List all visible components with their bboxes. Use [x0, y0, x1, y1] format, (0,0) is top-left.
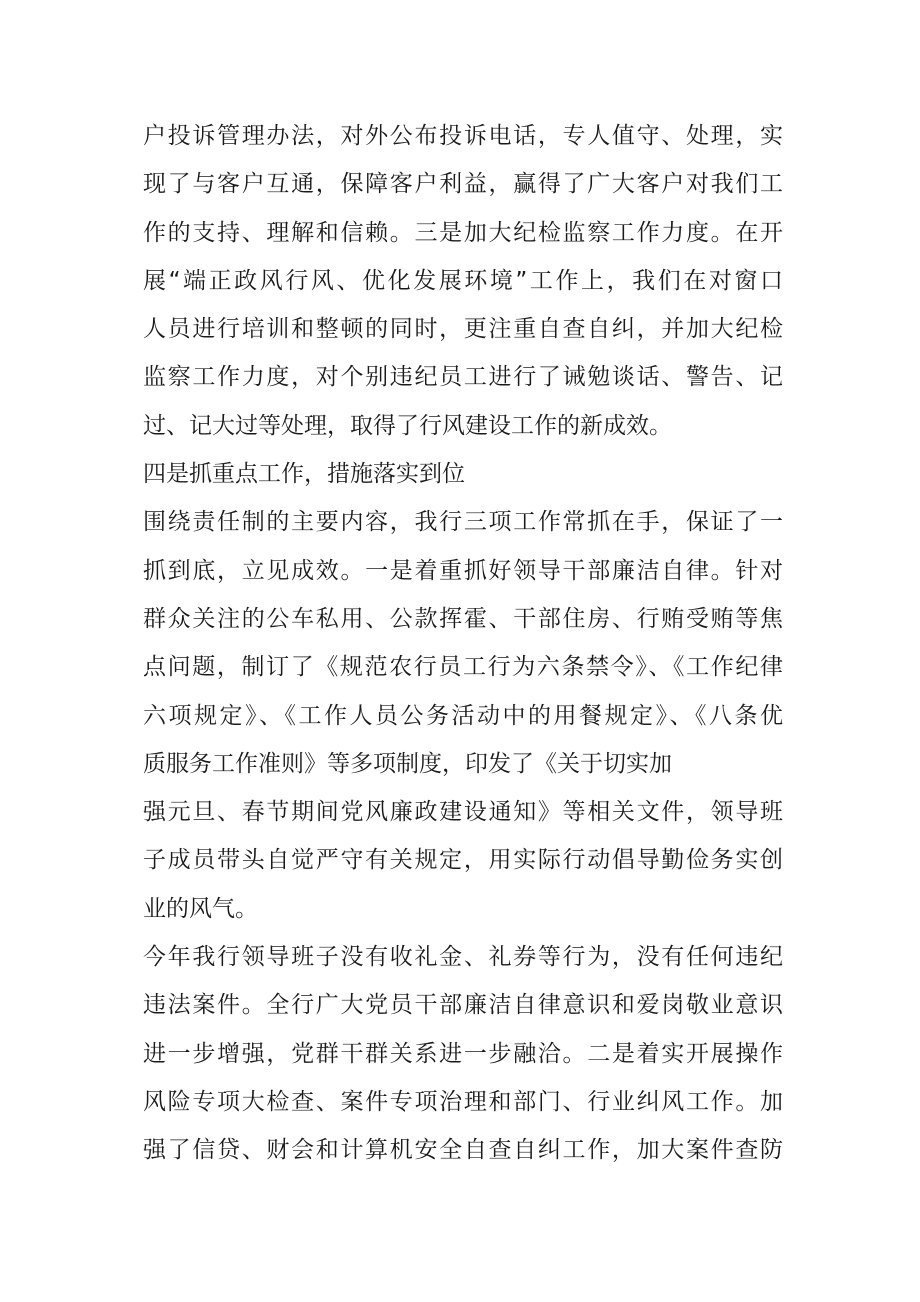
text-line: 点问题，制订了《规范农行员工行为六条禁令》、《工作纪律 [143, 654, 783, 681]
text-line: 现了与客户互通，保障客户利益，赢得了广大客户对我们工 [143, 171, 783, 198]
text-line: 风险专项大检查、案件专项治理和部门、行业纠风工作。加 [143, 1088, 783, 1115]
text-line: 强元旦、春节期间党风廉政建设通知》等相关文件，领导班 [143, 799, 783, 826]
text-line: 户投诉管理办法，对外公布投诉电话，专人值守、处理，实 [143, 123, 783, 149]
body-text [143, 112, 783, 1175]
text-line: 人员进行培训和整顿的同时，更注重自查自纠，并加大纪检 [143, 316, 783, 343]
text-line: 抓到底，立见成效。一是着重抓好领导干部廉洁自律。针对 [143, 557, 783, 584]
text-line: 过、记大过等处理，取得了行风建设工作的新成效。 [143, 412, 672, 439]
text-line: 围绕责任制的主要内容，我行三项工作常抓在手，保证了一 [143, 509, 783, 536]
text-line: 进一步增强，党群干群关系进一步融洽。二是着实开展操作 [143, 1040, 783, 1067]
text-line: 业的风气。 [143, 895, 258, 922]
text-line: 监察工作力度，对个别违纪员工进行了诫勉谈话、警告、记 [143, 364, 783, 391]
text-line: 违法案件。全行广大党员干部廉洁自律意识和爱岗敬业意识 [143, 992, 783, 1019]
text-line: 今年我行领导班子没有收礼金、礼券等行为，没有任何违纪 [143, 944, 783, 971]
text-line: 作的支持、理解和信赖。三是加大纪检监察工作力度。在开 [143, 219, 783, 246]
text-line: 子成员带头自觉严守有关规定，用实际行动倡导勤俭务实创 [143, 847, 783, 874]
text-line: 强了信贷、财会和计算机安全自查自纠工作，加大案件查防 [143, 1137, 783, 1164]
text-line: 群众关注的公车私用、公款挥霍、干部住房、行贿受贿等焦 [143, 605, 783, 632]
section-heading: 四是抓重点工作，措施落实到位 [143, 461, 465, 488]
text-line: 六项规定》、《工作人员公务活动中的用餐规定》、《八条优 [143, 702, 783, 729]
text-line: 质服务工作准则》等多项制度，印发了《关于切实加 [143, 750, 672, 777]
text-line: 展“端正政风行风、优化发展环境”工作上，我们在对窗口 [143, 267, 783, 294]
